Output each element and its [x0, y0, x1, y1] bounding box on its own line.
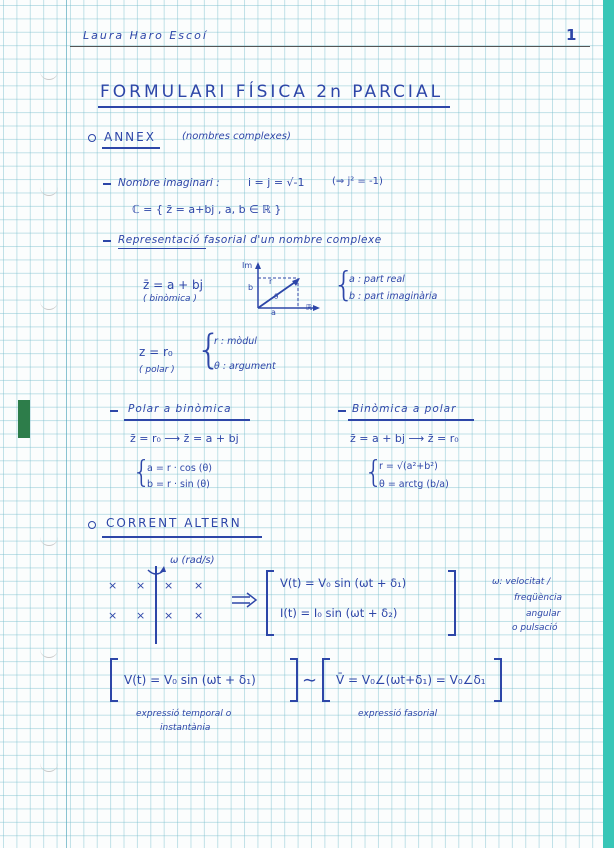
annex-subheading: (nombres complexes): [182, 131, 291, 142]
header-rule: [70, 46, 590, 47]
binder-hole: [40, 186, 58, 196]
list-dash: [338, 410, 346, 412]
page-number: 1: [566, 26, 577, 44]
tilde-symbol: ∼: [302, 670, 318, 691]
phasor-expression: V̄ = V₀∠(ωt+δ₁) = V₀∠δ₁: [336, 673, 486, 687]
temporal-caption: expressió temporal o: [136, 709, 232, 719]
omega-unit: ω (rad/s): [170, 555, 215, 566]
right-bracket: [448, 570, 456, 636]
field-mark: ×: [108, 579, 118, 592]
list-dash: [103, 240, 111, 242]
section-bullet: [88, 521, 96, 529]
left-brace: {: [132, 455, 152, 490]
left-brace: {: [196, 327, 222, 373]
heading-underline: [124, 419, 250, 421]
diagram-b-label: b: [248, 283, 254, 292]
binomial-tag: ( binòmica ): [143, 294, 197, 304]
binomial-to-polar-heading: Binòmica a polar: [352, 403, 457, 415]
implies-arrow: [230, 592, 258, 608]
binder-hole: [40, 300, 58, 310]
section-bullet: [88, 134, 96, 142]
omega-note: angular: [526, 609, 561, 619]
polar-r-desc: r : mòdul: [214, 336, 257, 347]
phasor-heading: Representació fasorial d'un nombre complexe: [118, 234, 382, 246]
page-edge-strip: [603, 0, 614, 848]
voltage-equation: V(t) = V₀ sin (ωt + δ₁): [280, 576, 407, 590]
binomial-equation: z̄ = a + bj: [143, 278, 203, 292]
temporal-expression: V(t) = V₀ sin (ωt + δ₁): [124, 673, 256, 687]
binder-hole: [40, 762, 58, 772]
omega-note: ω: velocitat /: [492, 577, 551, 587]
binder-hole: [40, 536, 58, 546]
phasor-diagram: [240, 260, 330, 320]
complex-set-definition: ℂ = { z̄ = a+bj , a, b ∈ ℝ }: [132, 203, 282, 216]
title-underline: [98, 106, 450, 108]
polar-to-binomial-eq: z̄ = r₀ ⟶ z̄ = a + bj: [130, 432, 239, 445]
left-brace: {: [364, 455, 384, 490]
left-bracket: [322, 658, 330, 702]
polar-theta-desc: θ : argument: [214, 361, 276, 372]
field-mark: ×: [136, 579, 146, 592]
right-bracket: [290, 658, 298, 702]
margin-line: [66, 0, 67, 848]
diagram-theta-label: θ: [274, 293, 279, 301]
omega-note: o pulsació: [512, 623, 558, 633]
field-mark: ×: [164, 609, 174, 622]
imaginary-implication: (⇒ j² = -1): [332, 176, 383, 187]
rotating-conductor: [146, 556, 166, 646]
binder-hole: [40, 648, 58, 658]
imaginary-definition: i = j = √-1: [248, 176, 305, 189]
list-dash: [103, 183, 111, 185]
page-title: FORMULARI FÍSICA 2n PARCIAL: [100, 82, 444, 102]
sticker-logo: [18, 400, 30, 438]
heading-underline: [348, 419, 474, 421]
polar-equation: z = r₀: [139, 345, 173, 359]
polar-to-binomial-a: a = r · cos (θ): [147, 463, 213, 474]
field-mark: ×: [194, 579, 204, 592]
field-mark: ×: [108, 609, 118, 622]
polar-tag: ( polar ): [139, 365, 175, 375]
left-brace: {: [333, 265, 355, 305]
field-mark: ×: [136, 609, 146, 622]
binomial-to-polar-theta: θ = arctg (b/a): [379, 479, 449, 490]
left-bracket: [266, 570, 274, 636]
binder-hole: [40, 70, 58, 80]
omega-note: freqüència: [514, 593, 563, 603]
left-bracket: [110, 658, 118, 702]
axis-re-label: ℝ: [306, 303, 313, 312]
list-dash: [110, 410, 118, 412]
author-name: Laura Haro Escoí: [83, 29, 208, 42]
imaginary-label: Nombre imaginari :: [118, 177, 220, 189]
binomial-a-desc: a : part real: [349, 274, 405, 285]
polar-to-binomial-heading: Polar a binòmica: [128, 403, 232, 415]
binomial-to-polar-r: r = √(a²+b²): [379, 461, 438, 472]
annex-heading: ANNEX: [104, 130, 156, 144]
phasor-caption: expressió fasorial: [358, 709, 438, 719]
ac-heading: CORRENT ALTERN: [106, 516, 242, 530]
phasor-underline: [118, 248, 206, 249]
axis-im-label: Im: [242, 261, 253, 270]
field-mark: ×: [194, 609, 204, 622]
polar-to-binomial-b: b = r · sin (θ): [147, 479, 210, 490]
diagram-r-label: r: [269, 277, 273, 286]
current-equation: I(t) = I₀ sin (ωt + δ₂): [280, 606, 398, 620]
diagram-a-label: a: [271, 308, 276, 317]
right-bracket: [494, 658, 502, 702]
field-mark: ×: [164, 579, 174, 592]
binomial-b-desc: b : part imaginària: [349, 291, 438, 302]
binomial-to-polar-eq: z̄ = a + bj ⟶ z̄ = r₀: [350, 432, 459, 445]
temporal-caption: instantània: [160, 723, 211, 733]
annex-underline: [102, 147, 160, 149]
ac-underline: [102, 536, 262, 538]
